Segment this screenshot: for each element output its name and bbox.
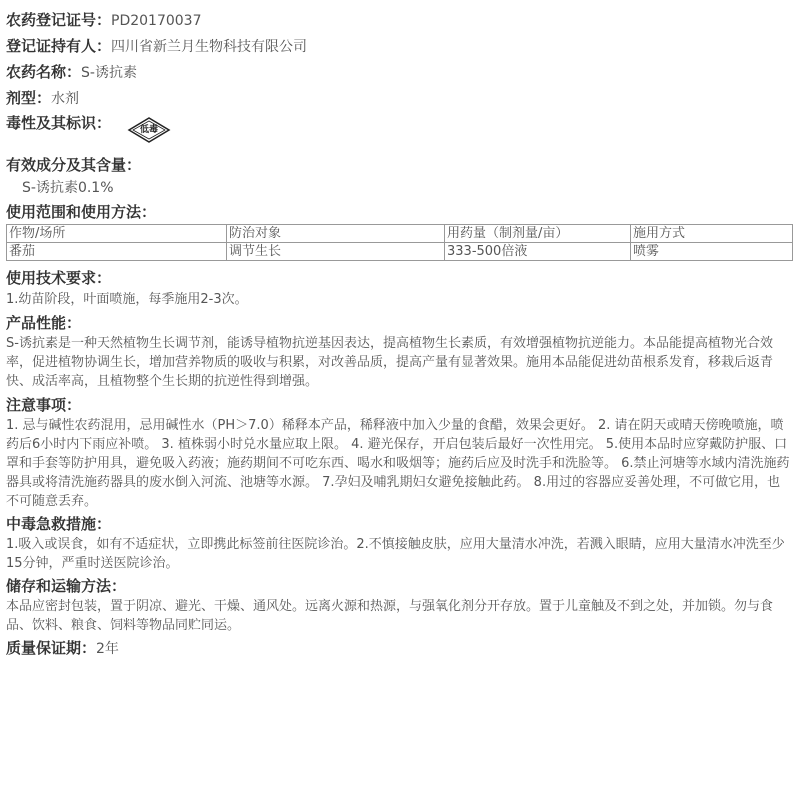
toxicity-row <box>6 112 111 134</box>
first-aid-text: 1.吸入或误食，如有不适症状，立即携此标签前往医院诊治。2.不慎接触皮肤，应用大量清水冲洗，若溅入眼睛，应用大量清水冲洗至少15分钟，严重时送医院诊治。 <box>6 537 785 571</box>
usage-col-target: 防治对象 <box>227 225 445 243</box>
usage-cell-target: 调节生长 <box>227 243 445 261</box>
pesticide-name-row <box>6 61 137 83</box>
pesticide-name-value: S-诱抗素 <box>81 65 137 81</box>
toxicity-badge-text: 低毒 <box>139 125 158 135</box>
registration-number-label: 农药登记证号： <box>6 11 112 29</box>
usage-heading: 使用范围和使用方法： <box>6 203 157 221</box>
active-ingredient-value-row <box>22 177 114 199</box>
certificate-holder-value: 四川省新兰月生物科技有限公司 <box>111 39 308 55</box>
precautions-text: 1. 忌与碱性农药混用，忌用碱性水（PH＞7.0）稀释本产品，稀释液中加入少量的食醋，效果会更好。 2. 请在阴天或晴天傍晚喷施，喷药后6小时内下雨应补喷。 3. 植株弱小时兑水量应取上限。 4. 避光保存，开启包装后最好一次性用完。 5.使用本品时应穿戴防护服、口罩和手套等防护用具，避免吸入药液；施药期间不可吃东西、喝水和吸烟等；施药后应及时洗手和洗脸等。 6.禁止河塘等水域内清洗施药器具或将清洗施药器具的废水倒入河流、池塘等水源。 7.孕妇及哺乳期妇女避免接触此药。 8.用过的容器应妥善处理，不可做它用，也不可随意丢弃。 <box>6 418 790 509</box>
usage-table-header-row <box>7 225 793 243</box>
warranty-label: 质量保证期： <box>6 639 97 657</box>
performance-text: S-诱抗素是一种天然植物生长调节剂，能诱导植物抗逆基因表达，提高植物生长素质，有效增强植物抗逆能力。本品能提高植物光合效率，促进植物协调生长，增加营养物质的吸收与积累，对改善品质，提高产量有显著效果。施用本品能促进幼苗根系发育，移栽后返青快、成活率高，且植物整个生长期的抗逆性得到增强。 <box>6 336 774 389</box>
storage-heading: 储存和运输方法： <box>6 577 127 595</box>
registration-number-row <box>6 9 202 31</box>
certificate-holder-row <box>6 35 307 57</box>
registration-number-value: PD20170037 <box>111 13 202 29</box>
formulation-row <box>6 87 79 109</box>
storage-text: 本品应密封包装，置于阴凉、避光、干燥、通风处。远离火源和热源，与强氧化剂分开存放。置于儿童触及不到之处，并加锁。勿与食品、饮料、粮食、饲料等物品同贮同运。 <box>6 599 774 633</box>
formulation-value: 水剂 <box>51 91 80 107</box>
first-aid-heading: 中毒急救措施： <box>6 515 112 533</box>
usage-col-crop: 作物/场所 <box>7 225 227 243</box>
low-toxicity-diamond-icon <box>127 116 171 144</box>
certificate-holder-label: 登记证持有人： <box>6 37 112 55</box>
technique-heading: 使用技术要求： <box>6 269 112 287</box>
formulation-label: 剂型： <box>6 89 52 107</box>
usage-col-dosage: 用药量（制剂量/亩） <box>445 225 631 243</box>
precautions-heading: 注意事项： <box>6 396 82 414</box>
active-ingredient-heading-row <box>6 154 141 176</box>
technique-text: 1.幼苗阶段，叶面喷施，每季施用2-3次。 <box>6 292 248 307</box>
table-row <box>7 243 793 261</box>
usage-cell-crop: 番茄 <box>7 243 227 261</box>
usage-cell-dosage: 333-500倍液 <box>445 243 631 261</box>
toxicity-label: 毒性及其标识： <box>6 114 112 132</box>
active-ingredient-label: 有效成分及其含量： <box>6 156 142 174</box>
usage-cell-method: 喷雾 <box>631 243 793 261</box>
active-ingredient-value: S-诱抗素0.1% <box>22 180 114 196</box>
usage-table <box>6 224 793 261</box>
performance-heading: 产品性能： <box>6 314 82 332</box>
warranty-value: 2年 <box>96 641 119 657</box>
usage-col-method: 施用方式 <box>631 225 793 243</box>
pesticide-name-label: 农药名称： <box>6 63 82 81</box>
warranty-row <box>6 637 119 659</box>
